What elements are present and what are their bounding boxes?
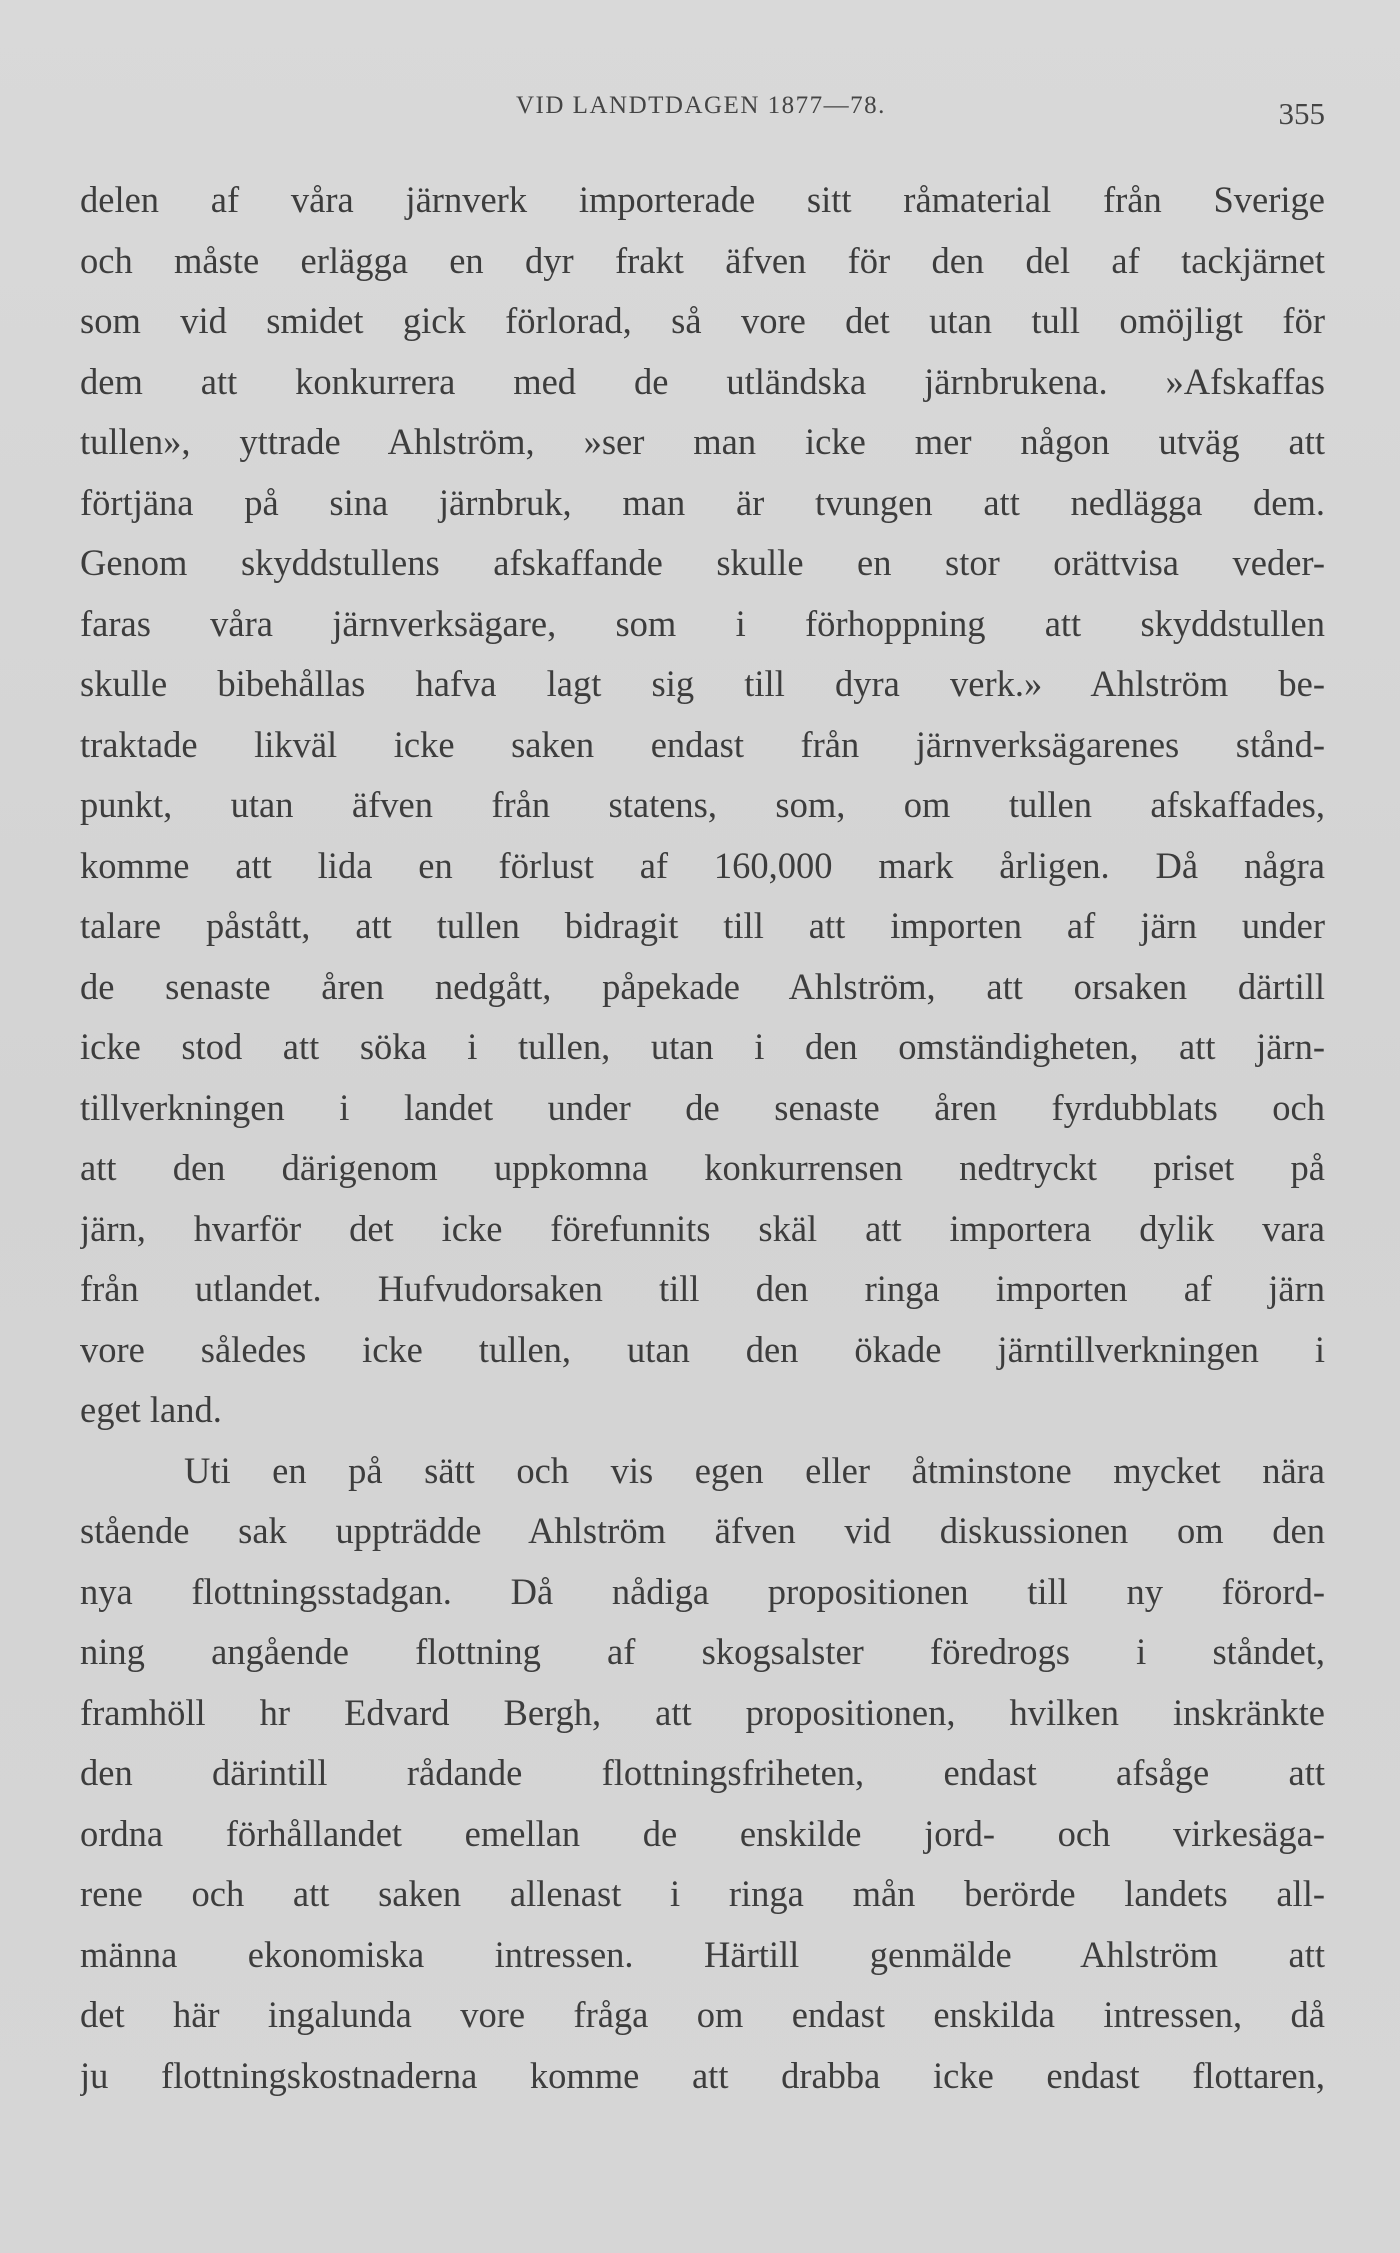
text-line: vore således icke tullen, utan den ökade järntillverkningen i	[80, 1328, 1325, 1370]
text-line: nya flottningsstadgan. Då nådiga propositionen till ny förord-	[80, 1570, 1325, 1612]
text-line: järn, hvarför det icke förefunnits skäl att importera dylik vara	[80, 1207, 1325, 1249]
text-line: framhöll hr Edvard Bergh, att propositionen, hvilken inskränkte	[80, 1691, 1325, 1733]
text-line: förtjäna på sina järnbruk, man är tvungen att nedlägga dem.	[80, 481, 1325, 523]
text-line: det här ingalunda vore fråga om endast enskilda intressen, då	[80, 1994, 1325, 2035]
paragraph-first-line: Uti en på sätt och vis egen eller åtminstone mycket nära	[184, 1449, 1325, 1491]
text-line: Genom skyddstullens afskaffande skulle en stor orättvisa veder-	[80, 542, 1325, 583]
paragraph-last-line: eget land.	[80, 1389, 222, 1430]
page-number: 355	[1278, 96, 1325, 131]
text-line: ju flottningskostnaderna komme att drabba icke endast flottaren,	[80, 2054, 1325, 2096]
text-line: icke stod att söka i tullen, utan i den omständigheten, att järn-	[80, 1026, 1325, 1067]
text-line: männa ekonomiska intressen. Härtill genmälde Ahlström att	[80, 1933, 1325, 1975]
page-header	[80, 92, 1325, 132]
text-line: skulle bibehållas hafva lagt sig till dyra verk.» Ahlström be-	[80, 663, 1325, 704]
text-line: traktade likväl icke saken endast från järnverksägarenes stånd-	[80, 723, 1325, 765]
text-line: talare påstått, att tullen bidragit till att importen af järn under	[80, 905, 1325, 946]
body-text	[80, 170, 1325, 2106]
text-line: från utlandet. Hufvudorsaken till den ringa importen af järn	[80, 1268, 1325, 1309]
text-line: stående sak uppträdde Ahlström äfven vid diskussionen om den	[80, 1510, 1325, 1551]
text-line: punkt, utan äfven från statens, som, om tullen afskaffades,	[80, 784, 1325, 825]
text-line: rene och att saken allenast i ringa mån berörde landets all-	[80, 1873, 1325, 1914]
text-line: att den därigenom uppkomna konkurrensen nedtryckt priset på	[80, 1147, 1325, 1188]
text-line: ordna förhållandet emellan de enskilde jord- och virkesäga-	[80, 1812, 1325, 1854]
text-line: komme att lida en förlust af 160,000 mark årligen. Då några	[80, 844, 1325, 886]
text-line: ning angående flottning af skogsalster föredrogs i ståndet,	[80, 1631, 1325, 1672]
text-line: faras våra järnverksägare, som i förhoppning att skyddstullen	[80, 602, 1325, 644]
text-line: tillverkningen i landet under de senaste åren fyrdubblats och	[80, 1086, 1325, 1128]
text-line: den därintill rådande flottningsfriheten, endast afsåge att	[80, 1752, 1325, 1793]
running-head: VID LANDTDAGEN 1877—78.	[516, 92, 886, 119]
text-line: tullen», yttrade Ahlström, »ser man icke mer någon utväg att	[80, 421, 1325, 462]
text-line: och måste erlägga en dyr frakt äfven för den del af tackjärnet	[80, 239, 1325, 281]
text-line: dem att konkurrera med de utländska järnbrukena. »Afskaffas	[80, 360, 1325, 402]
text-line: som vid smidet gick förlorad, så vore det utan tull omöjligt för	[80, 300, 1325, 341]
text-line: delen af våra järnverk importerade sitt råmaterial från Sverige	[80, 179, 1325, 220]
text-line: de senaste åren nedgått, påpekade Ahlström, att orsaken därtill	[80, 965, 1325, 1007]
